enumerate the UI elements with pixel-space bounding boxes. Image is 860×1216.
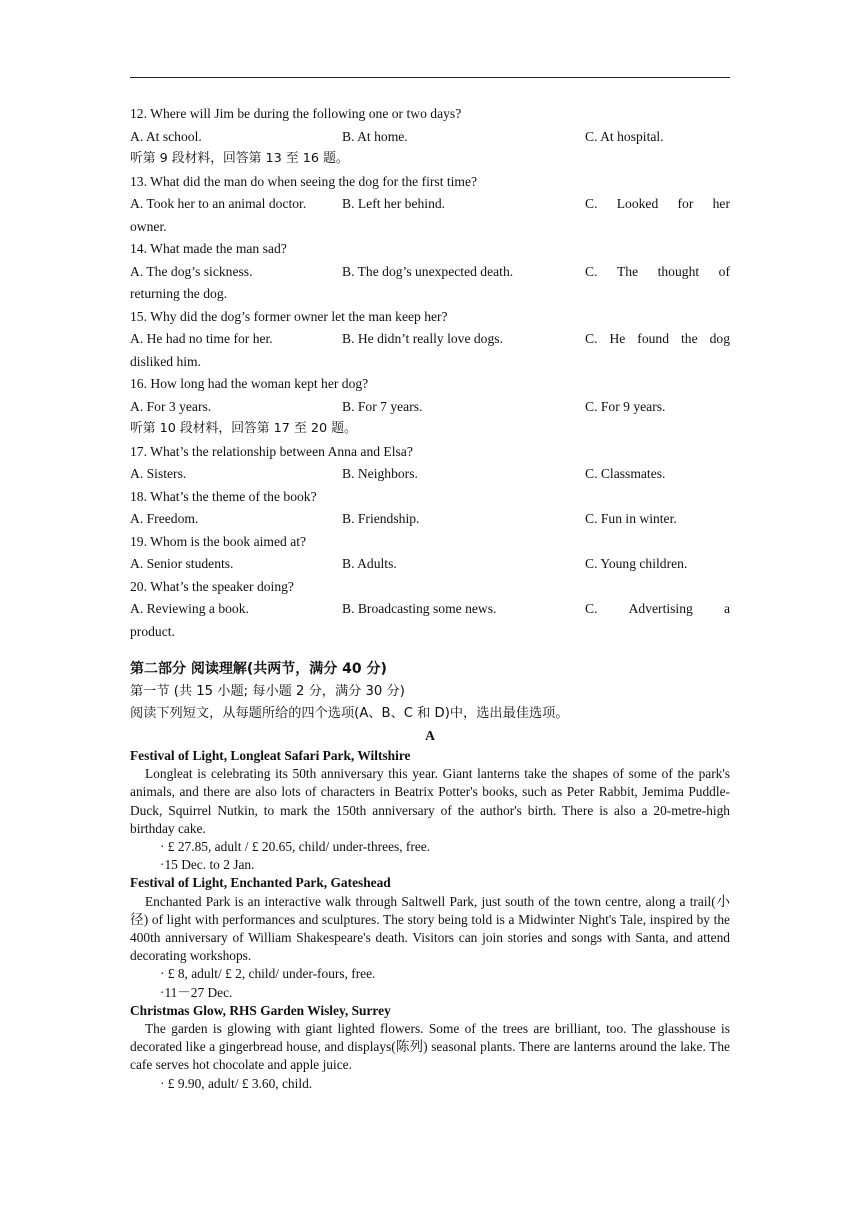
option-b: B. Broadcasting some news. bbox=[342, 601, 497, 616]
option-c bbox=[585, 193, 730, 216]
option-c-word: Looked bbox=[616, 196, 659, 211]
question-stem: 15. Why did the dog’s former owner let the man keep her? bbox=[130, 308, 448, 324]
option-row bbox=[130, 463, 730, 486]
option-a: A. Took her to an animal doctor. bbox=[130, 196, 307, 211]
event-info: · £ 9.90, adult/ £ 3.60, child. bbox=[160, 1075, 313, 1091]
option-b: B. At home. bbox=[342, 128, 408, 144]
option-row bbox=[130, 508, 730, 531]
option-c bbox=[585, 598, 730, 621]
option-c-word: C. bbox=[585, 263, 598, 279]
listening-instruction: 听第 9 段材料，回答第 13 至 16 题。 bbox=[130, 151, 349, 166]
option-b: B. He didn’t really love dogs. bbox=[342, 331, 503, 346]
passage-letter: A bbox=[425, 728, 435, 743]
option-c: C. Classmates. bbox=[585, 466, 666, 481]
option-b: B. Left her behind. bbox=[342, 196, 446, 211]
part-two-title: 第二部分 阅读理解(共两节，满分 40 分) bbox=[130, 661, 387, 677]
reading-instruction: 阅读下列短文，从每题所给的四个选项(A、B、C 和 D)中，选出最佳选项。 bbox=[130, 706, 569, 721]
option-row bbox=[130, 328, 730, 351]
section-one-title: 第一节 (共 15 小题; 每小题 2 分，满分 30 分) bbox=[130, 684, 405, 699]
question-stem: 18. What’s the theme of the book? bbox=[130, 488, 317, 504]
event-heading: Festival of Light, Enchanted Park, Gateshead bbox=[130, 875, 391, 891]
option-a: A. The dog’s sickness. bbox=[130, 263, 253, 279]
option-c-word: C. bbox=[585, 601, 598, 616]
option-row bbox=[130, 553, 730, 576]
option-c-continuation: returning the dog. bbox=[130, 286, 228, 301]
option-b: B. Friendship. bbox=[342, 511, 420, 526]
question-stem: 17. What’s the relationship between Anna and Elsa? bbox=[130, 443, 413, 459]
event-info: · £ 8, adult/ £ 2, child/ under-fours, free. bbox=[160, 966, 376, 982]
option-c-continuation: disliked him. bbox=[130, 353, 201, 369]
page-content bbox=[130, 103, 730, 1093]
option-c: C. Young children. bbox=[585, 556, 688, 571]
option-c bbox=[585, 328, 730, 351]
option-row bbox=[130, 261, 730, 284]
question-stem: 19. Whom is the book aimed at? bbox=[130, 533, 307, 549]
option-a: A. Reviewing a book. bbox=[130, 601, 249, 616]
question-stem: 13. What did the man do when seeing the dog for the first time? bbox=[130, 173, 478, 189]
event-info: ·15 Dec. to 2 Jan. bbox=[160, 857, 255, 873]
option-c-word: C. bbox=[585, 331, 598, 346]
event-info: ·11－27 Dec. bbox=[160, 984, 233, 1000]
option-c-word: He bbox=[609, 331, 626, 346]
event-description: Enchanted Park is an interactive walk through Saltwell Park, just south of the town centre, along a trail(小径) of light with performances and sculptures. The story being told is a Midwinter Night's Tale, inspired by the 400th anniversary of William Shakespeare's death. Visitors can join stories and songs with Santa, and attend decorating workshops. bbox=[130, 893, 730, 964]
option-b: B. The dog’s unexpected death. bbox=[342, 263, 514, 279]
option-row bbox=[130, 598, 730, 621]
option-c-word: The bbox=[616, 263, 639, 279]
event-info: · £ 27.85, adult / £ 20.65, child/ under-threes, free. bbox=[160, 839, 431, 855]
option-row bbox=[130, 126, 730, 149]
option-row bbox=[130, 193, 730, 216]
option-c-word: C. bbox=[585, 196, 598, 211]
listening-instruction: 听第 10 段材料，回答第 17 至 20 题。 bbox=[130, 421, 357, 436]
option-c-word: her bbox=[712, 196, 730, 211]
option-c-word: of bbox=[718, 263, 730, 279]
option-c-word: for bbox=[677, 196, 694, 211]
option-a: A. He had no time for her. bbox=[130, 331, 273, 346]
question-stem: 20. What’s the speaker doing? bbox=[130, 578, 294, 594]
option-c-word: a bbox=[723, 601, 730, 616]
option-c-word: Advertising bbox=[628, 601, 693, 616]
option-a: A. At school. bbox=[130, 128, 202, 144]
option-b: B. Adults. bbox=[342, 556, 397, 571]
option-a: A. Freedom. bbox=[130, 511, 199, 526]
event-description: Longleat is celebrating its 50th anniversary this year. Giant lanterns take the shapes of some of the park's animals, and there are also lots of characters in Beatrix Potter's books, such as Peter Rabbit, Jemima Puddle-Duck, Squirrel Nutkin, to mark the 150th anniversary of the author's birth. There is also a 20-metre-high birthday cake. bbox=[130, 766, 730, 836]
option-c-continuation: product. bbox=[130, 623, 175, 639]
option-c-word: the bbox=[681, 331, 698, 346]
option-c: C. For 9 years. bbox=[585, 398, 666, 414]
option-c bbox=[585, 261, 730, 284]
option-a: A. Sisters. bbox=[130, 466, 187, 481]
option-c-continuation: owner. bbox=[130, 218, 167, 234]
question-stem: 16. How long had the woman kept her dog? bbox=[130, 376, 369, 391]
header-rule bbox=[130, 77, 730, 78]
option-c: C. Fun in winter. bbox=[585, 511, 677, 526]
option-a: A. For 3 years. bbox=[130, 398, 212, 414]
option-c-word: found bbox=[637, 331, 670, 346]
option-c-word: dog bbox=[709, 331, 730, 346]
event-description: The garden is glowing with giant lighted flowers. Some of the trees are brilliant, too. The glasshouse is decorated like a gingerbread house, and displays(陈列) seasonal plants. There are lanterns around the lake. The cafe serves hot chocolate and apple juice. bbox=[130, 1021, 730, 1073]
option-a: A. Senior students. bbox=[130, 556, 234, 571]
question-stem: 12. Where will Jim be during the following one or two days? bbox=[130, 106, 462, 121]
option-b: B. For 7 years. bbox=[342, 398, 423, 414]
option-b: B. Neighbors. bbox=[342, 466, 418, 481]
option-c-word: thought bbox=[657, 263, 700, 279]
event-heading: Festival of Light, Longleat Safari Park, Wiltshire bbox=[130, 748, 411, 763]
option-c: C. At hospital. bbox=[585, 128, 664, 144]
question-stem: 14. What made the man sad? bbox=[130, 241, 287, 256]
event-heading: Christmas Glow, RHS Garden Wisley, Surrey bbox=[130, 1002, 391, 1018]
option-row bbox=[130, 396, 730, 419]
